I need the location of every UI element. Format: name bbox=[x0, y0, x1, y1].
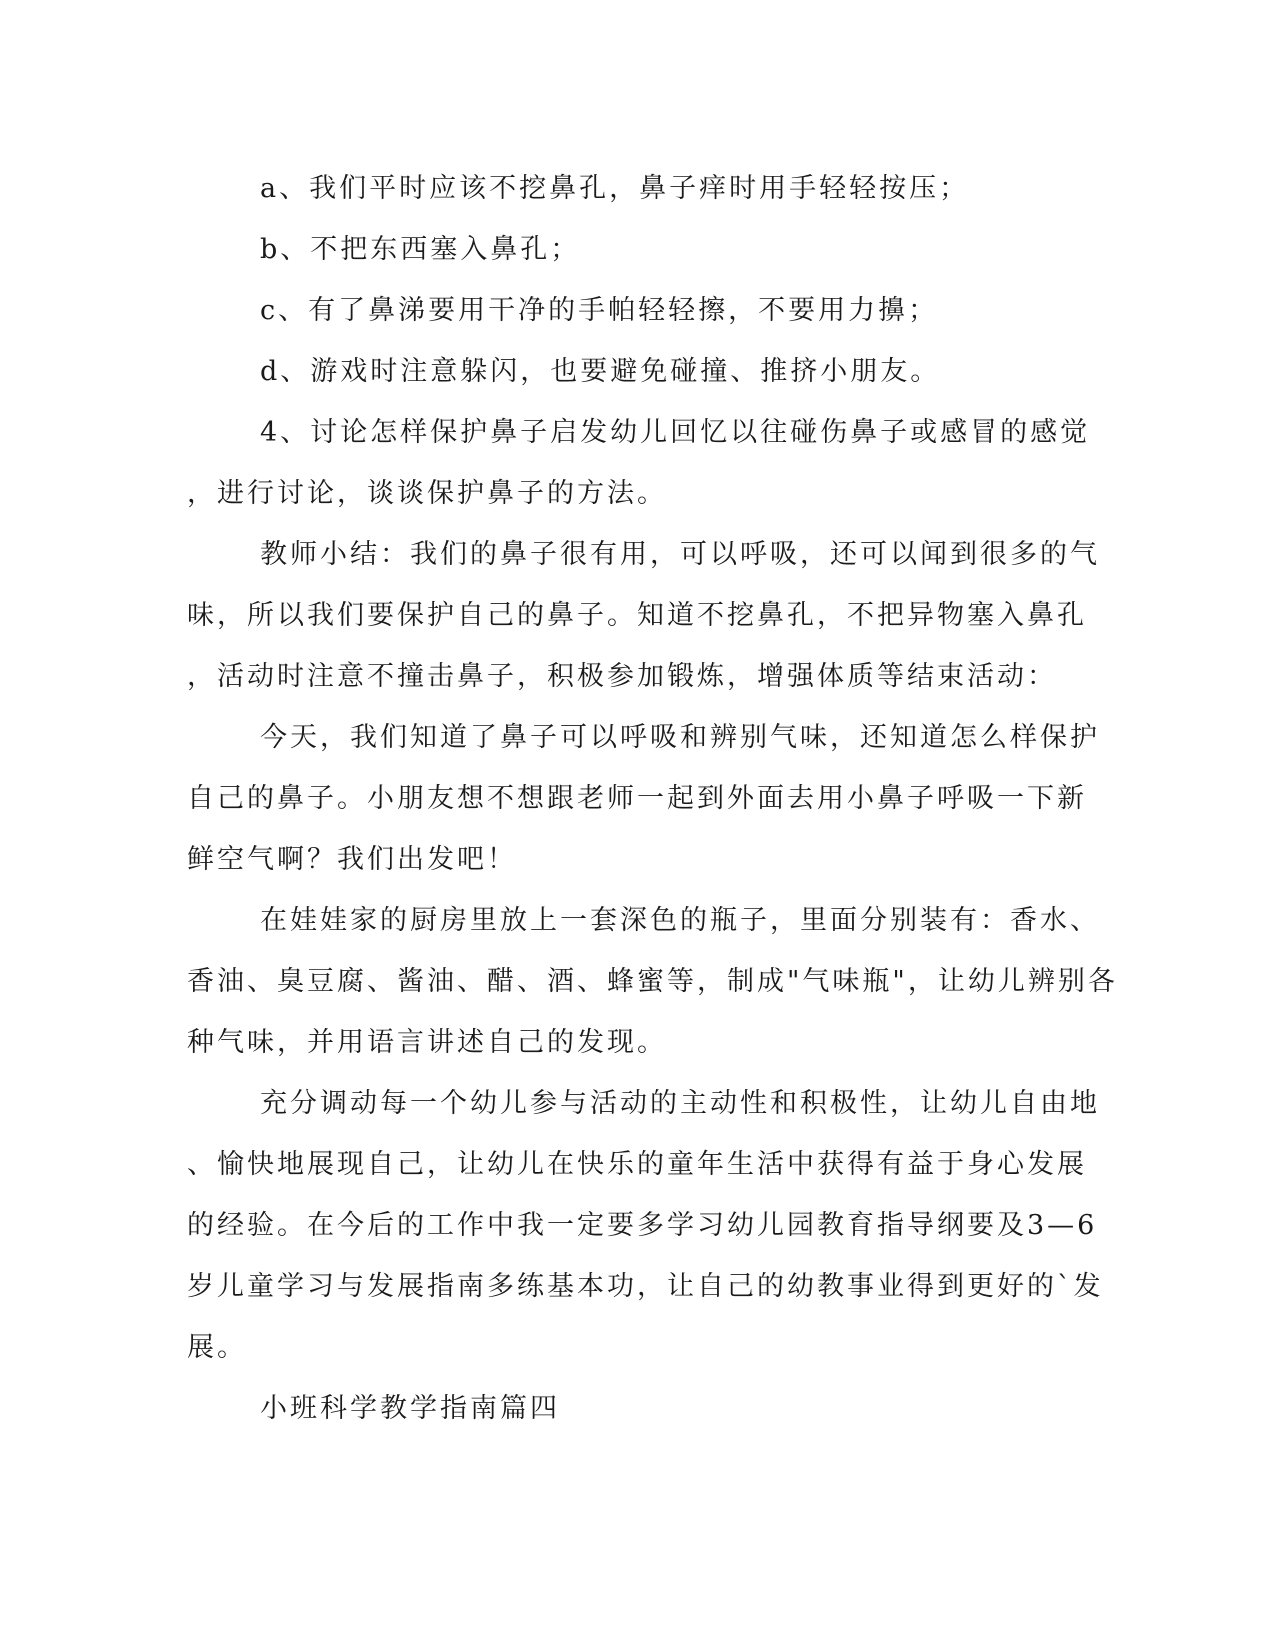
text-line: 的经验。在今后的工作中我一定要多学习幼儿园教育指导纲要及3—6 bbox=[187, 1210, 1098, 1241]
text-line: 4、讨论怎样保护鼻子启发幼儿回忆以往碰伤鼻子或感冒的感觉 bbox=[260, 417, 1091, 448]
text-line: 自己的鼻子。小朋友想不想跟老师一起到外面去用小鼻子呼吸一下新 bbox=[187, 783, 1087, 814]
text-line: b、不把东西塞入鼻孔； bbox=[260, 234, 581, 265]
text-line: ，活动时注意不撞击鼻子，积极参加锻炼，增强体质等结束活动： bbox=[187, 661, 1057, 692]
text-line: 在娃娃家的厨房里放上一套深色的瓶子，里面分别装有：香水、 bbox=[260, 905, 1100, 936]
section-heading: 小班科学教学指南篇四 bbox=[260, 1393, 560, 1424]
text-line: ，进行讨论，谈谈保护鼻子的方法。 bbox=[187, 478, 667, 509]
text-line: 展。 bbox=[187, 1332, 247, 1363]
document-body bbox=[187, 158, 1118, 1439]
text-line: 鲜空气啊？我们出发吧！ bbox=[187, 844, 517, 875]
text-line: c、有了鼻涕要用干净的手帕轻轻擦，不要用力擤； bbox=[260, 295, 939, 326]
text-line: 种气味，并用语言讲述自己的发现。 bbox=[187, 1027, 667, 1058]
text-line: 岁儿童学习与发展指南多练基本功，让自己的幼教事业得到更好的`发 bbox=[187, 1271, 1104, 1302]
text-line: 香油、臭豆腐、酱油、醋、酒、蜂蜜等，制成"气味瓶"，让幼儿辨别各 bbox=[187, 966, 1118, 997]
text-line: 教师小结：我们的鼻子很有用，可以呼吸，还可以闻到很多的气 bbox=[260, 539, 1100, 570]
text-line: 充分调动每一个幼儿参与活动的主动性和积极性，让幼儿自由地 bbox=[260, 1088, 1100, 1119]
text-line: 味，所以我们要保护自己的鼻子。知道不挖鼻孔，不把异物塞入鼻孔 bbox=[187, 600, 1087, 631]
text-line: 今天，我们知道了鼻子可以呼吸和辨别气味，还知道怎么样保护 bbox=[260, 722, 1100, 753]
text-line: a、我们平时应该不挖鼻孔，鼻子痒时用手轻轻按压； bbox=[260, 173, 970, 204]
text-line: d、游戏时注意躲闪，也要避免碰撞、推挤小朋友。 bbox=[260, 356, 941, 387]
text-line: 、愉快地展现自己，让幼儿在快乐的童年生活中获得有益于身心发展 bbox=[187, 1149, 1087, 1180]
